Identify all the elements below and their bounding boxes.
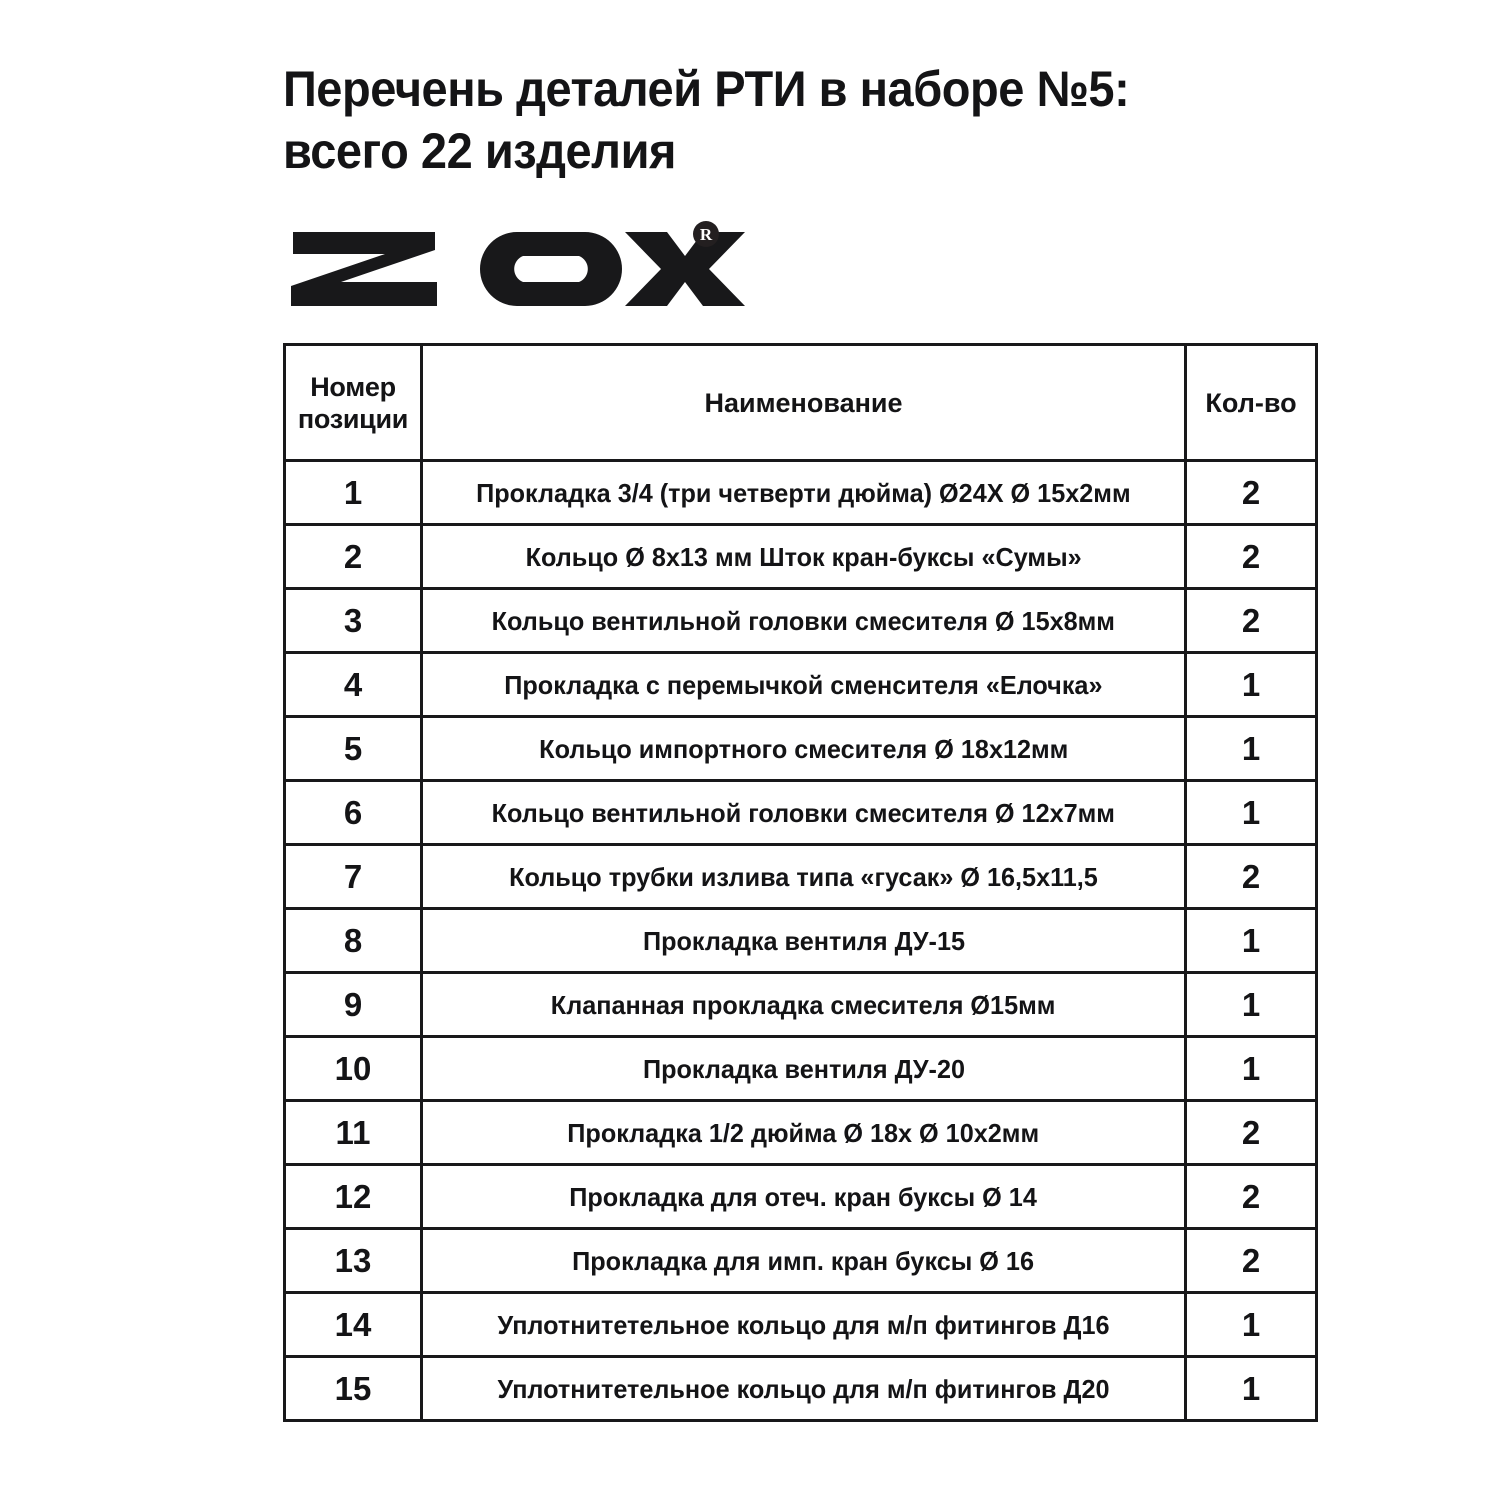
cell-name-text: Уплотнитетельное кольцо для м/п фитингов Д20 bbox=[497, 1373, 1110, 1404]
table-row bbox=[285, 653, 1317, 717]
cell-name bbox=[422, 653, 1186, 717]
cell-position-number: 5 bbox=[285, 717, 422, 781]
parts-list-table bbox=[283, 343, 1318, 1422]
table-row bbox=[285, 589, 1317, 653]
table-row bbox=[285, 781, 1317, 845]
cell-quantity: 2 bbox=[1186, 1229, 1317, 1293]
cell-name bbox=[422, 461, 1186, 525]
cell-name bbox=[422, 1229, 1186, 1293]
table-row bbox=[285, 909, 1317, 973]
cell-quantity: 1 bbox=[1186, 717, 1317, 781]
cell-name-text: Прокладка 1/2 дюйма Ø 18х Ø 10х2мм bbox=[567, 1117, 1040, 1148]
brand-logo bbox=[285, 216, 755, 320]
page-title bbox=[283, 58, 1343, 182]
cell-position-number: 12 bbox=[285, 1165, 422, 1229]
cell-quantity: 1 bbox=[1186, 973, 1317, 1037]
table-header bbox=[285, 345, 1317, 461]
cell-name-text: Прокладка вентиля ДУ-15 bbox=[642, 925, 965, 956]
table-row bbox=[285, 1165, 1317, 1229]
cell-position-number: 14 bbox=[285, 1293, 422, 1357]
cell-quantity: 1 bbox=[1186, 1293, 1317, 1357]
cell-quantity: 2 bbox=[1186, 845, 1317, 909]
cell-name-text: Прокладка вентиля ДУ-20 bbox=[642, 1053, 965, 1084]
cell-position-number: 15 bbox=[285, 1357, 422, 1421]
table-header-row bbox=[285, 345, 1317, 461]
table-row bbox=[285, 1101, 1317, 1165]
cell-position-number: 11 bbox=[285, 1101, 422, 1165]
column-header-quantity: Кол-во bbox=[1186, 345, 1317, 461]
table-row bbox=[285, 525, 1317, 589]
cell-quantity: 1 bbox=[1186, 653, 1317, 717]
table-body bbox=[285, 461, 1317, 1421]
cell-name-text: Кольцо вентильной головки смесителя Ø 12х7мм bbox=[491, 797, 1116, 828]
cell-position-number: 6 bbox=[285, 781, 422, 845]
column-header-name: Наименование bbox=[422, 345, 1186, 461]
cell-quantity: 2 bbox=[1186, 589, 1317, 653]
cell-position-number: 1 bbox=[285, 461, 422, 525]
table-row bbox=[285, 717, 1317, 781]
cell-quantity: 2 bbox=[1186, 1165, 1317, 1229]
cell-name bbox=[422, 1101, 1186, 1165]
cell-quantity: 2 bbox=[1186, 525, 1317, 589]
cell-position-number: 13 bbox=[285, 1229, 422, 1293]
cell-name bbox=[422, 781, 1186, 845]
cell-name bbox=[422, 717, 1186, 781]
table-row bbox=[285, 1357, 1317, 1421]
cell-position-number: 4 bbox=[285, 653, 422, 717]
cell-name-text: Кольцо импортного смесителя Ø 18х12мм bbox=[538, 733, 1069, 764]
cell-name-text: Уплотнитетельное кольцо для м/п фитингов Д16 bbox=[497, 1309, 1110, 1340]
cell-name-text: Прокладка для отеч. кран буксы Ø 14 bbox=[569, 1181, 1038, 1212]
page-title-line-2: всего 22 изделия bbox=[283, 123, 676, 179]
cell-quantity: 1 bbox=[1186, 909, 1317, 973]
table-row bbox=[285, 845, 1317, 909]
cell-name-text: Прокладка с перемычкой сменсителя «Елочка» bbox=[504, 669, 1103, 700]
cell-name bbox=[422, 1165, 1186, 1229]
cell-quantity: 2 bbox=[1186, 461, 1317, 525]
cell-name-text: Кольцо вентильной головки смесителя Ø 15х8мм bbox=[491, 605, 1116, 636]
cell-name-text: Кольцо Ø 8х13 мм Шток кран-буксы «Сумы» bbox=[525, 541, 1082, 572]
cell-quantity: 1 bbox=[1186, 1357, 1317, 1421]
cell-quantity: 1 bbox=[1186, 1037, 1317, 1101]
cell-name bbox=[422, 1037, 1186, 1101]
cell-quantity: 1 bbox=[1186, 781, 1317, 845]
table-row bbox=[285, 1037, 1317, 1101]
cell-position-number: 9 bbox=[285, 973, 422, 1037]
cell-name bbox=[422, 589, 1186, 653]
svg-text:R: R bbox=[699, 225, 713, 244]
zox-logo-icon bbox=[285, 216, 755, 320]
table-row bbox=[285, 1293, 1317, 1357]
cell-name-text: Кольцо трубки излива типа «гусак» Ø 16,5х11,5 bbox=[509, 861, 1098, 892]
cell-position-number: 8 bbox=[285, 909, 422, 973]
cell-position-number: 10 bbox=[285, 1037, 422, 1101]
cell-position-number: 7 bbox=[285, 845, 422, 909]
cell-position-number: 3 bbox=[285, 589, 422, 653]
table-row bbox=[285, 1229, 1317, 1293]
cell-name bbox=[422, 973, 1186, 1037]
cell-position-number: 2 bbox=[285, 525, 422, 589]
cell-name bbox=[422, 525, 1186, 589]
table-row bbox=[285, 973, 1317, 1037]
cell-name bbox=[422, 1357, 1186, 1421]
column-header-position-number: Номер позиции bbox=[285, 345, 422, 461]
cell-name-text: Прокладка 3/4 (три четверти дюйма) Ø24Х Ø 15х2мм bbox=[476, 477, 1131, 508]
table-row bbox=[285, 461, 1317, 525]
cell-name-text: Клапанная прокладка смесителя Ø15мм bbox=[551, 989, 1056, 1020]
cell-name bbox=[422, 1293, 1186, 1357]
page-title-line-1: Перечень деталей РТИ в наборе №5: bbox=[283, 61, 1130, 117]
cell-name-text: Прокладка для имп. кран буксы Ø 16 bbox=[572, 1245, 1035, 1276]
cell-name bbox=[422, 845, 1186, 909]
cell-name bbox=[422, 909, 1186, 973]
cell-quantity: 2 bbox=[1186, 1101, 1317, 1165]
